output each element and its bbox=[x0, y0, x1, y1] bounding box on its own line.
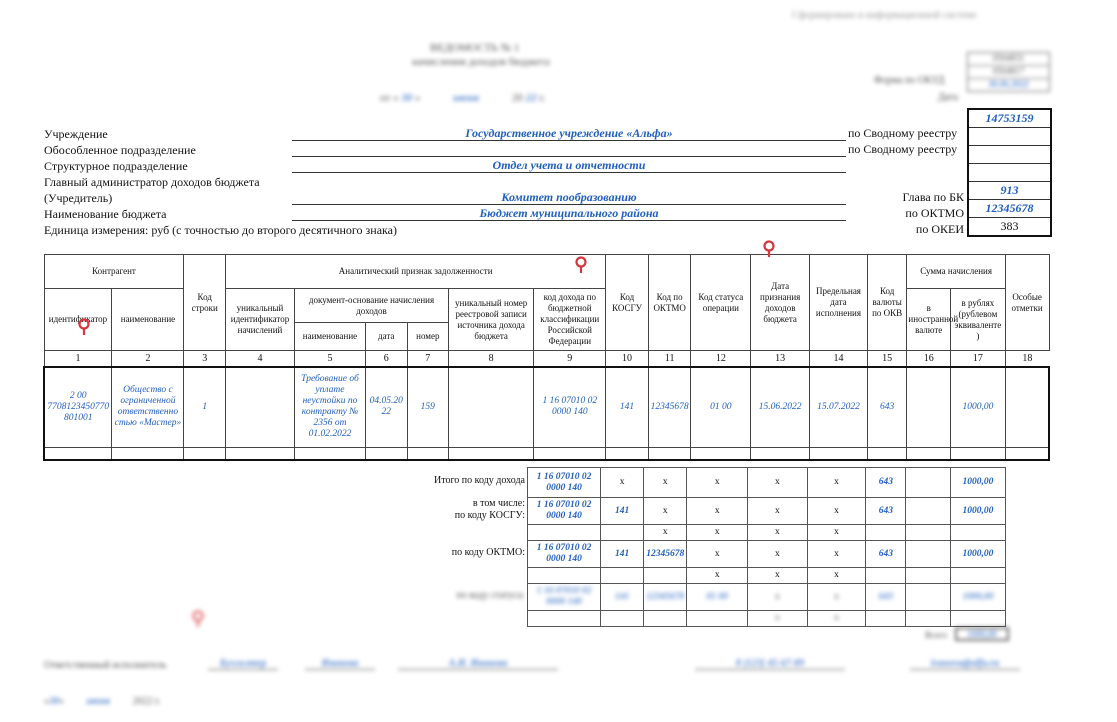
kosgu-total-label: по коду КОСГУ: bbox=[454, 510, 525, 521]
x-cell: x bbox=[644, 468, 687, 498]
code-empty-2 bbox=[969, 146, 1050, 164]
codes-top bbox=[967, 52, 1050, 92]
table-row-empty bbox=[44, 447, 1049, 460]
x-cell: x bbox=[687, 525, 748, 541]
col-num: 12 bbox=[691, 351, 751, 368]
doc-title-line1: ВЕДОМОСТЬ № 1 bbox=[430, 42, 520, 54]
x-cell: x bbox=[748, 498, 808, 525]
h-income-code: код дохода по бюджетной классификации Российской Федерации bbox=[534, 289, 606, 351]
x-cell: x bbox=[807, 541, 866, 568]
admin-label: Главный администратор доходов бюджета bbox=[44, 175, 260, 189]
col-num: 4 bbox=[226, 351, 295, 368]
col-num: 10 bbox=[606, 351, 649, 368]
register-label-2: по Сводному реестру bbox=[848, 142, 958, 156]
cell-reg bbox=[449, 367, 534, 447]
h-id: идентификатор bbox=[44, 289, 112, 351]
footer-date-year: 2022 г. bbox=[132, 696, 161, 707]
cell-special bbox=[1005, 367, 1049, 447]
total-kosgu: 141 bbox=[601, 541, 644, 568]
cell-rub: 1000,00 bbox=[951, 367, 1006, 447]
h-code-line: Код строки bbox=[184, 255, 226, 351]
total-oktmo: 12345678 bbox=[644, 584, 687, 611]
col-num: 6 bbox=[365, 351, 407, 368]
final-total-label: Всего bbox=[925, 630, 948, 640]
footer-date-month: июня bbox=[86, 696, 111, 707]
form-okud-label: Форма по ОКУД bbox=[874, 75, 945, 86]
footer-date: «30» июня 2022 г. bbox=[44, 696, 161, 707]
totals-table bbox=[527, 467, 1050, 627]
total-sum: 1000,00 bbox=[950, 498, 1006, 525]
institution-value: Государственное учреждение «Альфа» bbox=[465, 126, 673, 140]
cell-okv: 643 bbox=[867, 367, 907, 447]
total-code: 1 16 07010 02 0000 140 bbox=[528, 541, 601, 568]
col-num: 18 bbox=[1005, 351, 1049, 368]
total-row bbox=[528, 568, 1051, 584]
cell-doc-date: 04.05.20 22 bbox=[365, 367, 407, 447]
code-empty-3 bbox=[969, 164, 1050, 182]
col-num: 13 bbox=[751, 351, 810, 368]
x-cell: x bbox=[807, 568, 866, 584]
h-doc-date: дата bbox=[365, 323, 407, 351]
status-total-label: по коду статуса: bbox=[456, 590, 525, 601]
signer-name: А.И. Иванова bbox=[398, 658, 558, 670]
top-right-text: Сформировано в информационной системе bbox=[792, 10, 977, 21]
map-pin-icon[interactable] bbox=[192, 610, 204, 628]
total-income-label: Итого по коду дохода bbox=[433, 475, 525, 486]
map-pin-icon[interactable] bbox=[575, 256, 587, 274]
budget-value: Бюджет муниципального района bbox=[479, 206, 659, 220]
col-num: 2 bbox=[112, 351, 184, 368]
cell-oktmo: 12345678 bbox=[648, 367, 691, 447]
h-foreign: в иностранной валюте bbox=[907, 289, 951, 351]
h-name: наименование bbox=[112, 289, 184, 351]
unit-label: Единица измерения: руб (с точностью до второго десятичного знака) bbox=[44, 223, 397, 237]
glava-label: Глава по БК bbox=[902, 190, 964, 204]
total-row bbox=[528, 611, 1051, 627]
x-cell: x bbox=[644, 525, 687, 541]
x-cell: x bbox=[687, 468, 748, 498]
col-num: 1 bbox=[44, 351, 112, 368]
founder-label: (Учредитель) bbox=[44, 191, 113, 205]
col-num: 9 bbox=[534, 351, 606, 368]
total-okv: 643 bbox=[866, 468, 906, 498]
col-num: 3 bbox=[184, 351, 226, 368]
x-cell: x bbox=[687, 568, 748, 584]
signer-phone: 8 (123) 45-67-89 bbox=[695, 658, 845, 670]
register-code-empty bbox=[969, 128, 1050, 146]
okei-code: 383 bbox=[1000, 219, 1019, 233]
h-uid: уникальный идентификатор начислений bbox=[226, 289, 295, 351]
structural-unit-value: Отдел учета и отчетности bbox=[492, 158, 646, 172]
h-sum: Сумма начисления bbox=[907, 255, 1005, 289]
date-prefix: от « bbox=[380, 92, 399, 104]
x-cell: x bbox=[748, 525, 808, 541]
x-cell: x bbox=[687, 498, 748, 525]
budget-label: Наименование бюджета bbox=[44, 207, 167, 221]
x-cell: x bbox=[807, 584, 866, 611]
total-code: 1 16 07010 02 0000 140 bbox=[528, 498, 601, 525]
cell-recog: 15.06.2022 bbox=[751, 367, 810, 447]
h-oktmo: Код по ОКТМО bbox=[648, 255, 691, 351]
total-okv: 643 bbox=[866, 541, 906, 568]
institution-label: Учреждение bbox=[44, 127, 108, 141]
cell-uid bbox=[226, 367, 295, 447]
total-sum: 1000,00 bbox=[950, 584, 1006, 611]
cell-name: Общество с ограниченной ответственно стью «Мастер» bbox=[112, 367, 184, 447]
h-okv: Код валюты по ОКВ bbox=[867, 255, 907, 351]
h-contragent: Контрагент bbox=[44, 255, 184, 289]
total-kosgu: 141 bbox=[601, 498, 644, 525]
date-month: июня bbox=[453, 92, 480, 104]
h-limit: Предельная дата исполнения bbox=[810, 255, 868, 351]
cell-line: 1 bbox=[184, 367, 226, 447]
total-sum: 1000,00 bbox=[950, 541, 1006, 568]
glava-code: 913 bbox=[969, 182, 1050, 200]
final-total-value: 1000,00 bbox=[955, 627, 1009, 641]
date-year: 22 bbox=[525, 92, 537, 104]
signer-email: ivanova@alfa.ru bbox=[910, 658, 1020, 670]
cell-foreign bbox=[907, 367, 951, 447]
h-kosgu: Код КОСГУ bbox=[606, 255, 649, 351]
h-rub: в рублях (рублевом эквиваленте ) bbox=[951, 289, 1006, 351]
total-sum: 1000,00 bbox=[950, 468, 1006, 498]
total-code: 1 16 07010 02 0000 140 bbox=[528, 468, 601, 498]
cell-income-code: 1 16 07010 02 0000 140 bbox=[534, 367, 606, 447]
date-suffix: г. bbox=[539, 92, 546, 104]
date-label: Дата bbox=[938, 92, 958, 103]
oktmo-label: по ОКТМО bbox=[905, 206, 964, 220]
cell-doc-num: 159 bbox=[407, 367, 449, 447]
cell-limit: 15.07.2022 bbox=[810, 367, 868, 447]
x-cell: x bbox=[687, 541, 748, 568]
doc-title-line2: начисления доходов бюджета bbox=[412, 56, 550, 68]
x-cell: x bbox=[807, 611, 866, 627]
incl-label: в том числе: bbox=[472, 498, 525, 509]
cell-status: 01 00 bbox=[691, 367, 751, 447]
date-day: 30 bbox=[401, 92, 413, 104]
col-num: 8 bbox=[449, 351, 534, 368]
x-cell: x bbox=[807, 468, 866, 498]
code-okud: 0504831 bbox=[968, 53, 1049, 66]
code-date: 30.06.2022 bbox=[988, 79, 1029, 89]
h-doc-num: номер bbox=[407, 323, 449, 351]
x-cell: x bbox=[748, 541, 808, 568]
register-label-1: по Сводному реестру bbox=[848, 126, 958, 140]
map-pin-icon[interactable] bbox=[763, 240, 775, 258]
x-cell: x bbox=[807, 525, 866, 541]
code-boxes bbox=[967, 108, 1052, 237]
total-row bbox=[528, 584, 1051, 611]
date-mid: » bbox=[414, 92, 421, 104]
total-status: 01 00 bbox=[687, 584, 748, 611]
column-numbers-row bbox=[44, 351, 1049, 368]
structural-unit-label: Структурное подразделение bbox=[44, 159, 188, 173]
h-recog: Дата признания доходов бюджета bbox=[751, 255, 810, 351]
signer-signature: Иванова bbox=[305, 658, 375, 670]
x-cell: x bbox=[748, 611, 808, 627]
total-kosgu: 141 bbox=[601, 584, 644, 611]
col-num: 14 bbox=[810, 351, 868, 368]
h-analytic: Аналитический признак задолженности bbox=[226, 255, 606, 289]
h-doc-name: наименование bbox=[294, 323, 365, 351]
signer-label: Ответственный исполнитель bbox=[44, 660, 167, 671]
h-reg: уникальный номер реестровой записи источника дохода бюджета bbox=[449, 289, 534, 351]
total-row bbox=[528, 468, 1051, 498]
footer-date-day: 30 bbox=[49, 696, 59, 707]
h-doc: документ-основание начисления доходов bbox=[294, 289, 448, 323]
x-cell: x bbox=[644, 498, 687, 525]
x-cell: x bbox=[748, 568, 808, 584]
total-code: 1 16 07010 02 0000 140 bbox=[528, 584, 601, 611]
total-row bbox=[528, 525, 1051, 541]
signer-position: Бухгалтер bbox=[208, 658, 278, 670]
col-num: 15 bbox=[867, 351, 907, 368]
register-code: 14753159 bbox=[969, 110, 1050, 128]
total-okv: 643 bbox=[866, 498, 906, 525]
cell-doc-name: Требование об уплате неустойки по контракту № 2356 от 01.02.2022 bbox=[294, 367, 365, 447]
col-num: 7 bbox=[407, 351, 449, 368]
founder-value: Комитет пообразованию bbox=[501, 190, 637, 204]
h-status: Код статуса операции bbox=[691, 255, 751, 351]
x-cell: x bbox=[748, 468, 808, 498]
col-num: 11 bbox=[648, 351, 691, 368]
okei-label: по ОКЕИ bbox=[915, 222, 964, 236]
total-okv: 643 bbox=[866, 584, 906, 611]
map-pin-icon[interactable] bbox=[78, 318, 90, 336]
oktmo-total-label: по коду ОКТМО: bbox=[451, 547, 525, 558]
separate-unit-label: Обособленное подразделение bbox=[44, 143, 196, 157]
total-row bbox=[528, 541, 1051, 568]
col-num: 5 bbox=[294, 351, 365, 368]
table-row bbox=[44, 367, 1049, 447]
x-cell: x bbox=[807, 498, 866, 525]
oktmo-code: 12345678 bbox=[969, 200, 1050, 218]
x-cell: x bbox=[748, 584, 808, 611]
total-oktmo: 12345678 bbox=[644, 541, 687, 568]
date-year-prefix: 20 bbox=[511, 92, 523, 104]
accruals-table bbox=[43, 254, 1050, 461]
x-cell: x bbox=[601, 468, 644, 498]
date-line bbox=[380, 92, 545, 104]
h-special: Особые отметки bbox=[1005, 255, 1049, 351]
col-num: 17 bbox=[951, 351, 1006, 368]
col-num: 16 bbox=[907, 351, 951, 368]
cell-id: 2 00 7708123450770 801001 bbox=[44, 367, 112, 447]
code-form: 0504817 bbox=[968, 66, 1049, 79]
total-row bbox=[528, 498, 1051, 525]
cell-kosgu: 141 bbox=[606, 367, 649, 447]
